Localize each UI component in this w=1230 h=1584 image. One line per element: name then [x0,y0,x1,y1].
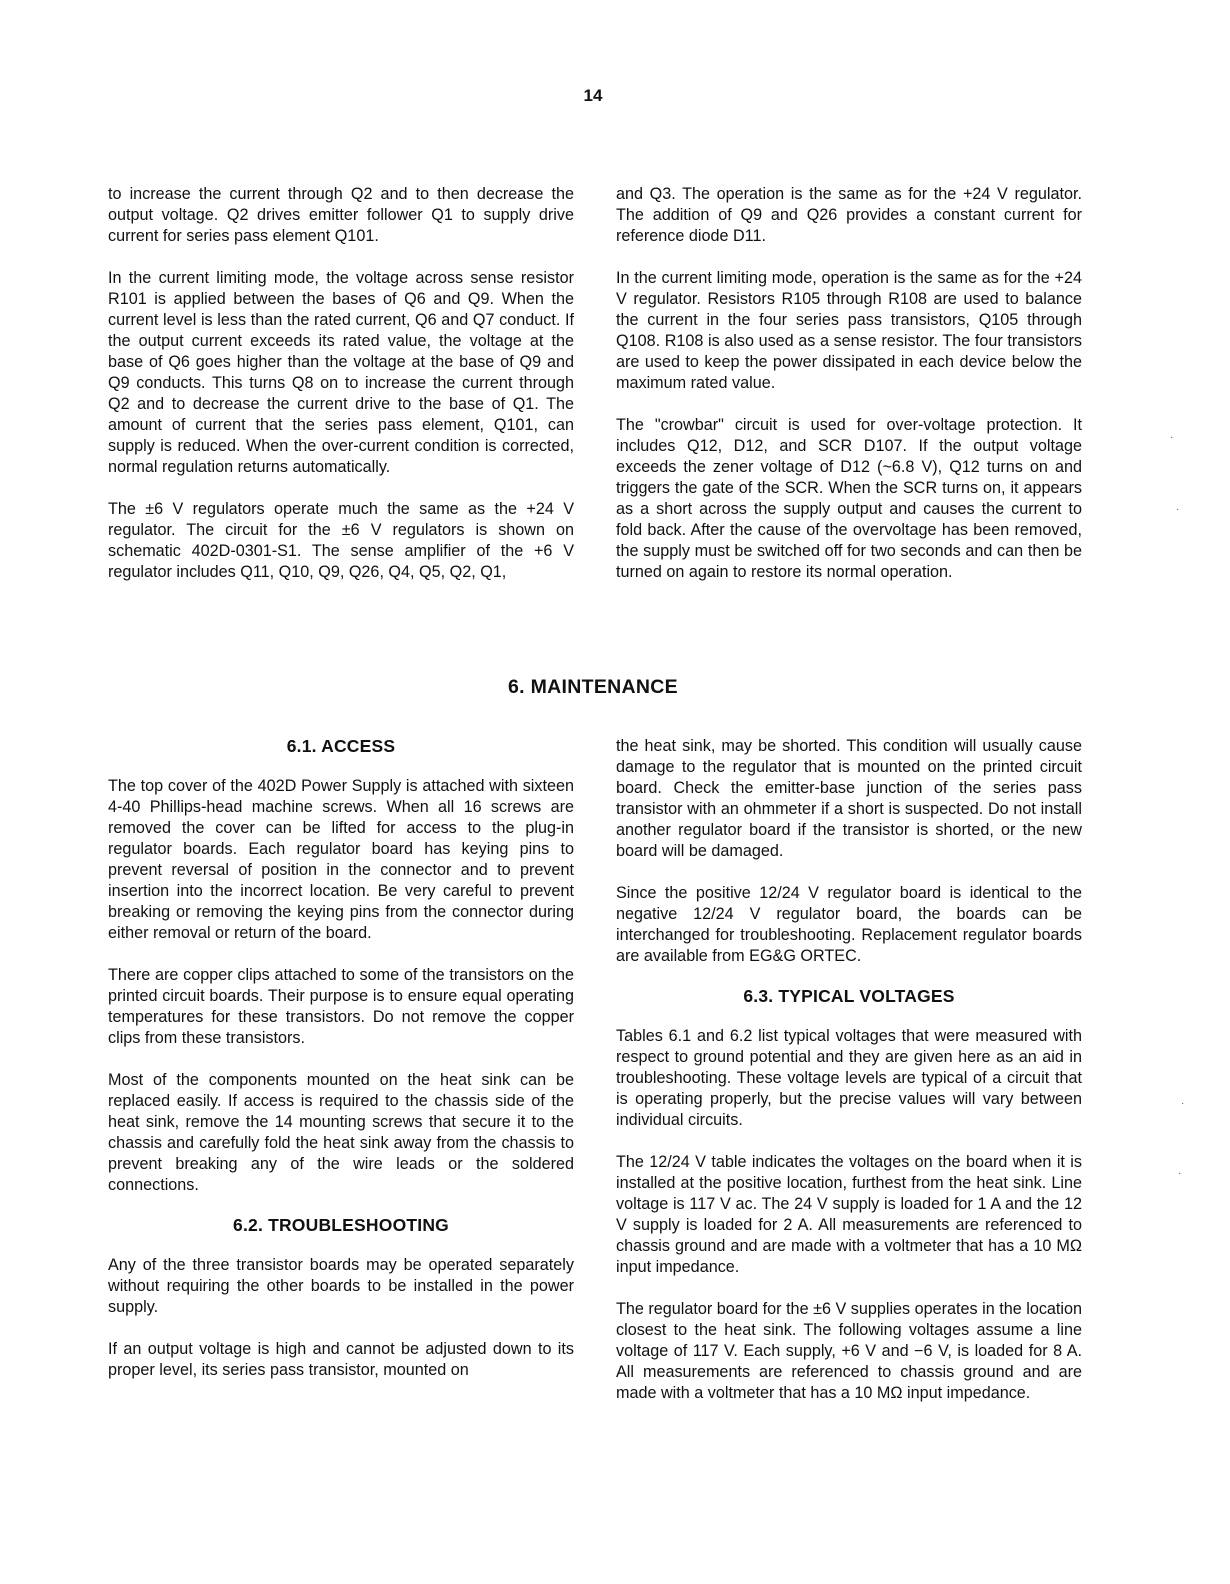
top-right-column [616,184,1082,583]
access-heading: 6.1. ACCESS [286,736,396,756]
scan-speck: · [1181,1098,1185,1109]
bottom-left-column [108,736,574,1381]
paragraph: The regulator board for the ±6 V supplies operates in the location closest to the heat sink. The following voltages assume a line voltage of 117 V. Each supply, +6 V and −6 V, is loaded for 8 A. All measurements are referenced to chassis ground and are made with a voltmeter that has a 10 MΩ input impedance. [616,1300,1083,1402]
paragraph: the heat sink, may be shorted. This condition will usually cause damage to the regulator that is mounted on the printed circuit board. Check the emitter-base junction of the series pass transistor with an ohmmeter if a short is suspected. Do not install another regulator board if the transistor is shorted, or the new board will be damaged. [616,737,1082,860]
bottom-right-column [616,736,1082,1404]
paragraph: In the current limiting mode, operation is the same as for the +24 V regulator. Resistors R105 through R108 are used to balance the current in the four series pass transistors, Q105 through Q108. R108 is also used as a sense resistor. The four transistors are used to keep the power dissipated in each device below the maximum rated value. [616,269,1082,392]
paragraph: to increase the current through Q2 and to then decrease the output voltage. Q2 drives emitter follower Q1 to supply drive current for series pass element Q101. [108,185,574,245]
typical-voltages-heading: 6.3. TYPICAL VOLTAGES [743,986,955,1006]
paragraph: If an output voltage is high and cannot be adjusted down to its proper level, its series pass transistor, mounted on [108,1340,574,1379]
scan-speck: · [1178,1168,1182,1179]
troubleshooting-heading: 6.2. TROUBLESHOOTING [233,1215,449,1235]
page-number: 14 [583,86,603,105]
paragraph: The top cover of the 402D Power Supply is attached with sixteen 4-40 Phillips-head machine screws. When all 16 screws are removed the cover can be lifted for access to the plug-in regulator boards. Each regulator board has keying pins to prevent reversal of position in the connector and to prevent insertion into the incorrect location. Be very careful to prevent breaking or removing the keying pins from the connector during either removal or return of the board. [108,777,574,942]
paragraph: Since the positive 12/24 V regulator board is identical to the negative 12/24 V regulator board, the boards can be interchanged for troubleshooting. Replacement regulator boards are available from EG&G ORTEC. [616,884,1082,965]
paragraph: The "crowbar" circuit is used for over-voltage protection. It includes Q12, D12, and SCR D107. If the output voltage exceeds the zener voltage of D12 (~6.8 V), Q12 turns on and triggers the gate of the SCR. When the SCR turns on, it appears as a short across the supply output and causes the current to fold back. After the cause of the overvoltage has been removed, the supply must be switched off for two seconds and can then be turned on again to restore its normal operation. [616,416,1082,581]
top-left-column [108,184,574,583]
section-title: 6. MAINTENANCE [508,676,678,698]
paragraph: The ±6 V regulators operate much the same as the +24 V regulator. The circuit for the ±6 V regulators is shown on schematic 402D-0301-S1. The sense amplifier of the +6 V regulator includes Q11, Q10, Q9, Q26, Q4, Q5, Q2, Q1, [108,500,574,581]
scan-speck: · [1170,432,1174,443]
paragraph: Any of the three transistor boards may be operated separately without requiring the other boards to be installed in the power supply. [108,1256,574,1316]
scan-speck: · [1176,504,1180,515]
paragraph: Most of the components mounted on the heat sink can be replaced easily. If access is required to the chassis side of the heat sink, remove the 14 mounting screws that secure it to the chassis and carefully fold the heat sink away from the chassis to prevent breaking any of the wire leads or the soldered connections. [108,1071,574,1194]
paragraph: and Q3. The operation is the same as for the +24 V regulator. The addition of Q9 and Q26 provides a constant current for reference diode D11. [616,185,1082,245]
paragraph: In the current limiting mode, the voltage across sense resistor R101 is applied between the bases of Q6 and Q9. When the current level is less than the rated current, Q6 and Q7 conduct. If the output current exceeds its rated value, the voltage at the base of Q6 goes higher than the voltage at the base of Q9 and Q9 conducts. This turns Q8 on to increase the current through Q2 and to decrease the current drive to the base of Q1. The amount of current that the series pass element, Q101, can supply is reduced. When the over-current condition is corrected, normal regulation returns automatically. [108,269,574,476]
paragraph: The 12/24 V table indicates the voltages on the board when it is installed at the positive location, furthest from the heat sink. Line voltage is 117 V ac. The 24 V supply is loaded for 1 A and the 12 V supply is loaded for 2 A. All measurements are referenced to chassis ground and are made with a voltmeter that has a 10 MΩ input impedance. [616,1153,1082,1276]
paragraph: There are copper clips attached to some of the transistors on the printed circuit boards. Their purpose is to ensure equal operating temperatures for these transistors. Do not remove the copper clips from these transistors. [108,966,574,1047]
paragraph: Tables 6.1 and 6.2 list typical voltages that were measured with respect to ground potential and they are given here as an aid in troubleshooting. These voltage levels are typical of a circuit that is operating properly, but the precise values will vary between individual circuits. [616,1027,1082,1129]
